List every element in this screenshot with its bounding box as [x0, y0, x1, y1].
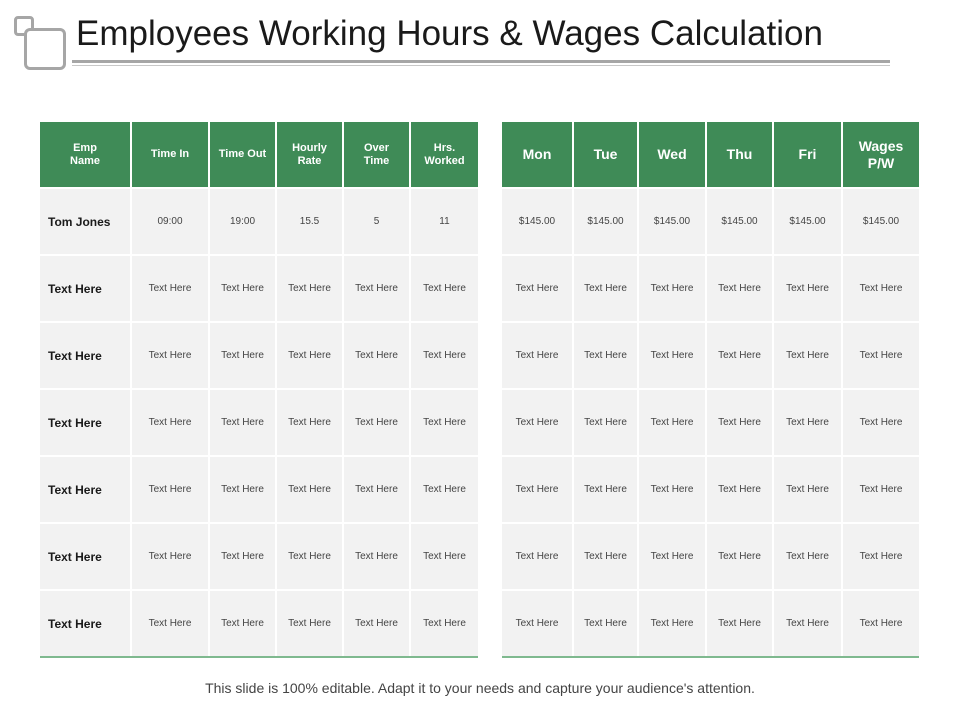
wages-header-cell: Tue [573, 122, 638, 188]
wages-cell: Text Here [842, 590, 919, 657]
employee-name-cell: Text Here [40, 456, 131, 523]
hours-cell: Text Here [343, 389, 410, 456]
wages-header-cell: Wed [638, 122, 706, 188]
wages-cell: Text Here [502, 322, 573, 389]
hours-cell: Text Here [276, 322, 343, 389]
wages-cell: Text Here [842, 523, 919, 590]
wages-cell: Text Here [773, 456, 842, 523]
wages-header-cell: Fri [773, 122, 842, 188]
table-row [40, 389, 478, 456]
wages-cell: Text Here [573, 255, 638, 322]
table-row [40, 322, 478, 389]
wages-cell: Text Here [638, 456, 706, 523]
hours-cell: 09:00 [131, 188, 209, 255]
hours-cell: Text Here [131, 590, 209, 657]
hours-cell: Text Here [209, 456, 276, 523]
wages-cell: Text Here [502, 523, 573, 590]
wages-cell: Text Here [573, 322, 638, 389]
hours-cell: Text Here [410, 456, 478, 523]
table-row [40, 255, 478, 322]
logo-big-square [24, 28, 66, 70]
hours-cell: Text Here [343, 456, 410, 523]
wages-cell: Text Here [842, 255, 919, 322]
hours-header-cell: Time In [131, 122, 209, 188]
wages-cell: Text Here [706, 590, 773, 657]
hours-cell: Text Here [131, 322, 209, 389]
hours-cell: Text Here [410, 389, 478, 456]
wages-cell: Text Here [773, 255, 842, 322]
wages-header-cell: Thu [706, 122, 773, 188]
table-row [40, 590, 478, 657]
wages-cell: Text Here [638, 590, 706, 657]
hours-cell: Text Here [209, 255, 276, 322]
wages-cell: Text Here [638, 523, 706, 590]
wages-cell: Text Here [706, 523, 773, 590]
hours-cell: Text Here [410, 322, 478, 389]
wages-cell: Text Here [773, 523, 842, 590]
table-row [502, 322, 919, 389]
wages-cell: $145.00 [502, 188, 573, 255]
hours-cell: Text Here [209, 389, 276, 456]
hours-cell: 19:00 [209, 188, 276, 255]
wages-cell: $145.00 [706, 188, 773, 255]
wages-cell: Text Here [706, 456, 773, 523]
table-row [502, 523, 919, 590]
hours-header-cell: Hourly Rate [276, 122, 343, 188]
hours-cell: 11 [410, 188, 478, 255]
wages-cell: Text Here [842, 389, 919, 456]
wages-cell: Text Here [573, 456, 638, 523]
hours-cell: 5 [343, 188, 410, 255]
wages-cell: Text Here [706, 255, 773, 322]
wages-cell: Text Here [773, 590, 842, 657]
wages-header-row [502, 122, 919, 188]
wages-cell: $145.00 [638, 188, 706, 255]
hours-header-cell: Over Time [343, 122, 410, 188]
table-row [502, 456, 919, 523]
wages-table [502, 122, 919, 658]
wages-cell: Text Here [502, 456, 573, 523]
hours-cell: Text Here [276, 523, 343, 590]
wages-header-cell: Mon [502, 122, 573, 188]
hours-header-cell: Hrs. Worked [410, 122, 478, 188]
wages-cell: Text Here [706, 389, 773, 456]
wages-cell: Text Here [573, 523, 638, 590]
hours-cell: Text Here [276, 389, 343, 456]
hours-header-cell: Emp Name [40, 122, 131, 188]
hours-cell: Text Here [276, 255, 343, 322]
title-underline [72, 60, 890, 63]
wages-cell: Text Here [773, 322, 842, 389]
working-hours-body [40, 188, 478, 657]
hours-cell: Text Here [276, 590, 343, 657]
employee-name-cell: Text Here [40, 590, 131, 657]
hours-header-cell: Time Out [209, 122, 276, 188]
hours-cell: 15.5 [276, 188, 343, 255]
title-underline-thin [72, 65, 890, 66]
wages-cell: Text Here [773, 389, 842, 456]
wages-cell: Text Here [842, 456, 919, 523]
hours-cell: Text Here [343, 322, 410, 389]
wages-cell: $145.00 [573, 188, 638, 255]
hours-cell: Text Here [131, 255, 209, 322]
hours-cell: Text Here [276, 456, 343, 523]
table-row [502, 389, 919, 456]
wages-cell: Text Here [573, 590, 638, 657]
hours-cell: Text Here [131, 523, 209, 590]
wages-cell: Text Here [638, 322, 706, 389]
table-row [502, 255, 919, 322]
hours-cell: Text Here [343, 590, 410, 657]
wages-cell: Text Here [842, 322, 919, 389]
wages-cell: $145.00 [773, 188, 842, 255]
employee-name-cell: Text Here [40, 322, 131, 389]
employee-name-cell: Text Here [40, 255, 131, 322]
hours-cell: Text Here [410, 590, 478, 657]
hours-cell: Text Here [209, 322, 276, 389]
employee-name-cell: Text Here [40, 523, 131, 590]
wages-cell: Text Here [638, 389, 706, 456]
table-row [502, 590, 919, 657]
wages-cell: Text Here [638, 255, 706, 322]
employee-name-cell: Text Here [40, 389, 131, 456]
slide-title: Employees Working Hours & Wages Calculation [76, 14, 823, 53]
hours-cell: Text Here [131, 456, 209, 523]
table-row [40, 188, 478, 255]
hours-cell: Text Here [131, 389, 209, 456]
table-row [40, 523, 478, 590]
wages-header-cell: Wages P/W [842, 122, 919, 188]
hours-cell: Text Here [209, 590, 276, 657]
wages-cell: Text Here [706, 322, 773, 389]
employee-name-cell: Tom Jones [40, 188, 131, 255]
wages-body [502, 188, 919, 657]
wages-cell: Text Here [502, 389, 573, 456]
wages-cell: $145.00 [842, 188, 919, 255]
hours-cell: Text Here [343, 523, 410, 590]
wages-cell: Text Here [502, 590, 573, 657]
slide-logo-icon [14, 16, 68, 70]
hours-cell: Text Here [410, 255, 478, 322]
wages-cell: Text Here [573, 389, 638, 456]
working-hours-header-row [40, 122, 478, 188]
table-row [40, 456, 478, 523]
hours-cell: Text Here [343, 255, 410, 322]
hours-cell: Text Here [209, 523, 276, 590]
table-row [502, 188, 919, 255]
hours-cell: Text Here [410, 523, 478, 590]
footer-note: This slide is 100% editable. Adapt it to your needs and capture your audience's attention. [205, 680, 755, 696]
wages-cell: Text Here [502, 255, 573, 322]
working-hours-table [40, 122, 478, 658]
